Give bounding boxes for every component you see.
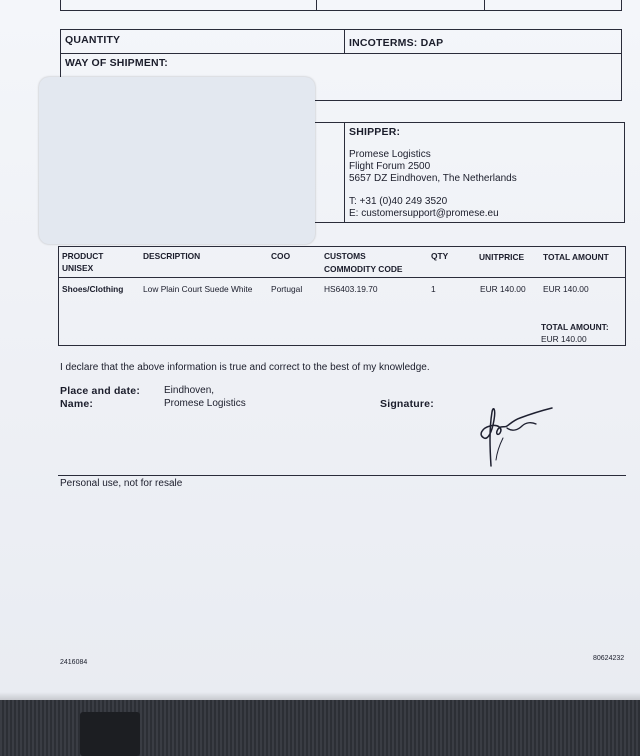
cell-commodity-code: HS6403.19.70: [324, 284, 378, 294]
floor-object: [80, 712, 140, 756]
top-row-divider-2: [484, 0, 485, 11]
way-of-shipment-label: WAY OF SHIPMENT:: [65, 57, 168, 69]
cell-description: Low Plain Court Suede White: [143, 284, 253, 294]
total-amount-label: TOTAL AMOUNT:: [541, 322, 609, 332]
document-code-left: 2416084: [60, 659, 88, 666]
cell-qty: 1: [431, 284, 436, 294]
shipper-email: E: customersupport@promese.eu: [349, 208, 499, 219]
table-header-divider: [58, 277, 626, 278]
header-qty: QTY: [431, 251, 449, 261]
signature-mark: [470, 400, 570, 472]
incoterms-label: INCOTERMS: DAP: [349, 37, 444, 49]
shipper-name: Promese Logistics: [349, 149, 431, 160]
header-customs: CUSTOMS: [324, 251, 366, 261]
header-unisex: UNISEX: [62, 263, 94, 273]
header-description: DESCRIPTION: [143, 251, 201, 261]
quantity-divider: [344, 29, 345, 54]
quantity-label: QUANTITY: [65, 34, 121, 46]
header-product: PRODUCT: [62, 251, 104, 261]
footer-note: Personal use, not for resale: [60, 478, 183, 489]
shipper-phone: T: +31 (0)40 249 3520: [349, 196, 448, 207]
cell-product: Shoes/Clothing: [62, 284, 124, 294]
signature-label: Signature:: [380, 398, 434, 410]
header-total-amount: TOTAL AMOUNT: [543, 252, 609, 262]
document-code-right: 80624232: [593, 655, 625, 662]
cell-coo: Portugal: [271, 284, 303, 294]
declaration-text: I declare that the above information is true and correct to the best of my knowledge.: [60, 362, 430, 373]
shipper-address-line2: 5657 DZ Eindhoven, The Netherlands: [349, 173, 517, 184]
top-row-partial: [60, 0, 622, 11]
header-coo: COO: [271, 251, 291, 261]
name-value: Promese Logistics: [164, 398, 246, 409]
shipper-address-line1: Flight Forum 2500: [349, 161, 431, 172]
footer-line: [58, 475, 626, 476]
place-date-value: Eindhoven,: [164, 385, 215, 396]
cell-total: EUR 140.00: [543, 284, 589, 294]
top-row-divider: [316, 0, 317, 11]
name-label: Name:: [60, 398, 94, 410]
redaction-overlay: [39, 77, 315, 244]
shipper-divider: [344, 122, 345, 223]
place-date-label: Place and date:: [60, 385, 141, 397]
header-unitprice: UNITPRICE: [479, 252, 525, 262]
total-amount-value: EUR 140.00: [541, 334, 587, 344]
header-commodity-code: COMMODITY CODE: [324, 264, 403, 274]
shipper-label: SHIPPER:: [349, 126, 401, 138]
quantity-incoterms-row: [60, 29, 622, 54]
cell-unitprice: EUR 140.00: [480, 284, 526, 294]
